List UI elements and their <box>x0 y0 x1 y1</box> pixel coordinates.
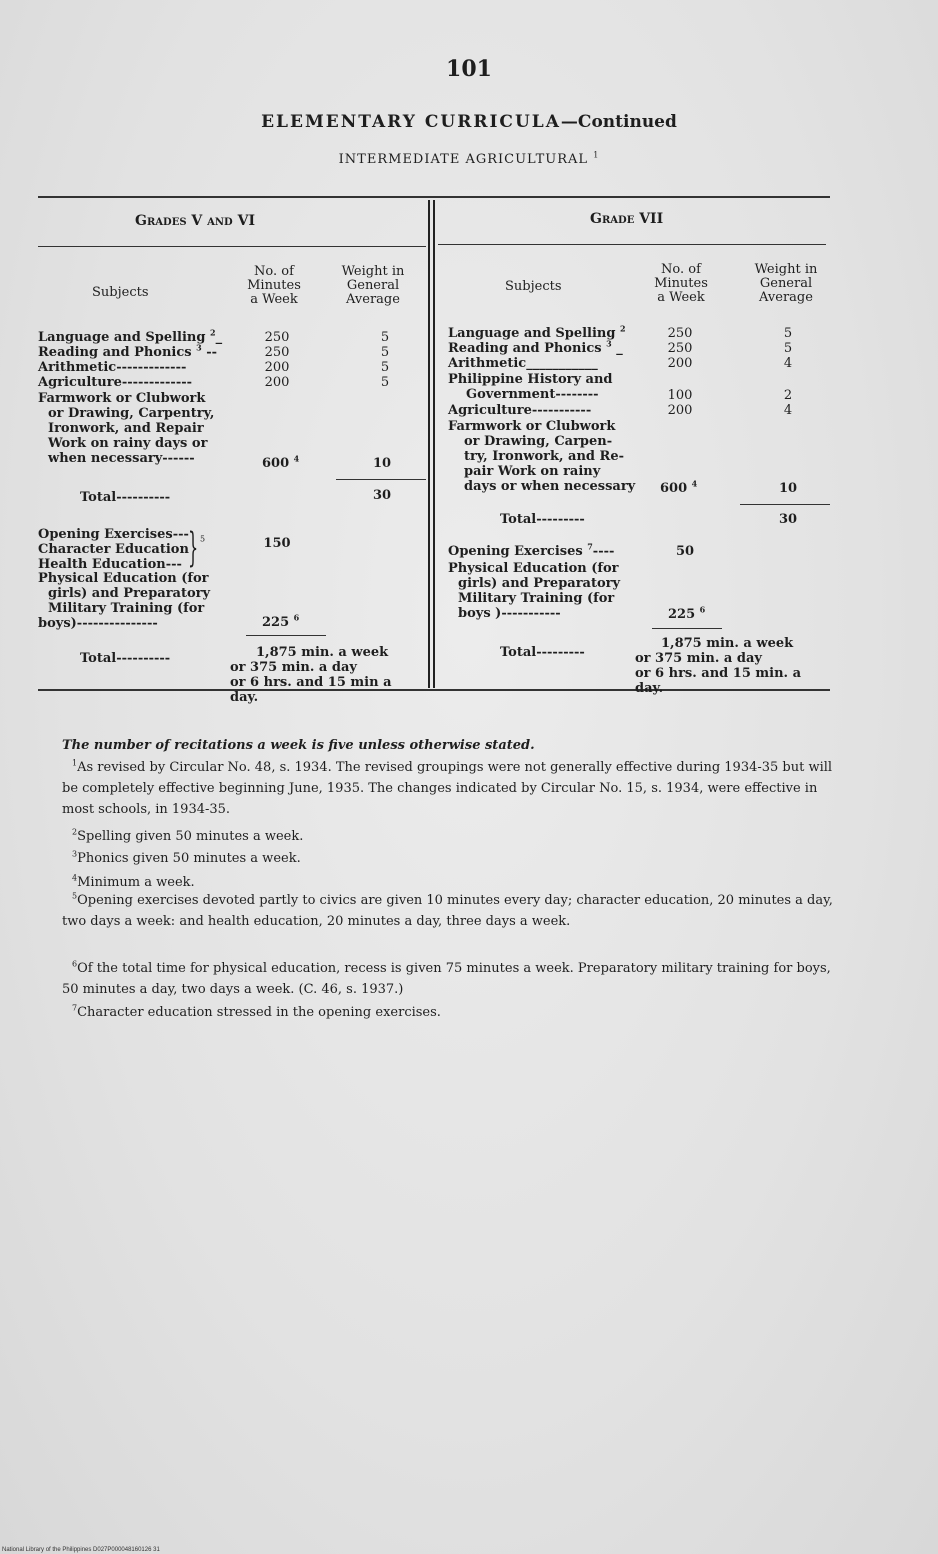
footnote-text: Phonics given 50 minutes a week. <box>77 851 301 866</box>
left-opening-group <box>38 527 189 572</box>
opening-line-3 <box>38 557 189 572</box>
cell-weight: 5 <box>783 326 793 341</box>
left-col-weight-line-1: Weight in <box>341 264 405 279</box>
cell-weight: 4 <box>783 356 793 371</box>
scan-credit: National Library of the Philippines D027P000048160126 31 <box>2 1547 160 1553</box>
title-continued: —Continued <box>560 112 677 132</box>
row-footnote-mark: 3 <box>606 338 612 349</box>
farmwork-line-2: or Drawing, Carpentry, <box>48 406 215 421</box>
left-col-subjects: Subjects <box>92 285 149 300</box>
row-leader: -- <box>206 345 218 360</box>
right-farmwork-minutes <box>660 478 698 496</box>
row-leader: ---------- <box>116 651 171 666</box>
farmwork-minutes-mark: 4 <box>293 453 300 464</box>
right-col-minutes-line-3: a Week <box>657 290 705 305</box>
row-label: Language and Spelling <box>448 326 616 341</box>
total-label: Total <box>500 512 537 527</box>
footnote-mark: 4 <box>72 873 78 883</box>
left-grand-total-value <box>230 645 392 705</box>
footnote-text: Opening exercises devoted partly to civics are given 10 minutes every day; character education, 20 minutes a day, two days a week: and health education, 20 minutes a day, three days a week. <box>62 893 833 929</box>
farmwork-line-3: try, Ironwork, and Re- <box>464 449 624 464</box>
table-divider-right <box>433 200 435 688</box>
pe-line-2: girls) and Preparatory <box>458 576 621 591</box>
cell-minutes: 200 <box>264 360 290 375</box>
left-opening-minutes: 150 <box>263 536 291 551</box>
pe-line-3: Military Training (for <box>458 591 615 606</box>
table-row <box>38 327 223 345</box>
footnote-7 <box>72 1002 847 1023</box>
subtitle-footnote-mark: 1 <box>593 150 600 160</box>
page-title <box>0 112 938 132</box>
footnote-mark: 1 <box>72 758 78 768</box>
left-col-weight-line-3: Average <box>346 292 400 307</box>
farmwork-minutes: 600 <box>262 456 290 471</box>
row-leader: ------------- <box>121 375 193 390</box>
right-pe-row <box>448 561 620 621</box>
pe-line-4-text: boys ) <box>458 606 502 621</box>
history-line-2 <box>448 387 613 402</box>
table-row <box>448 323 626 341</box>
right-col-weight-line-1: Weight in <box>754 262 818 277</box>
cell-minutes: 200 <box>264 375 290 390</box>
grand-total-line-1: 1,875 min. a week <box>661 636 794 651</box>
footnote-mark: 5 <box>72 891 78 901</box>
footnote-text: Minimum a week. <box>77 875 195 890</box>
footnote-mark: 2 <box>72 827 78 837</box>
right-grand-total-value <box>635 636 801 696</box>
opening-brace: } <box>188 525 199 571</box>
title-main: ELEMENTARY CURRICULA <box>261 112 561 132</box>
footnote-6 <box>62 958 837 1000</box>
opening-mark: 7 <box>587 541 593 552</box>
table-top-rule <box>38 196 830 198</box>
row-leader: _ <box>215 330 223 345</box>
grand-total-line-3: or 6 hrs. and 15 min a <box>230 675 392 690</box>
row-leader: ----------- <box>501 606 561 621</box>
pe-minutes-mark: 6 <box>699 604 706 615</box>
row-leader: _ <box>616 341 623 356</box>
footnote-2 <box>72 826 847 847</box>
opening-label-1: Opening Exercises <box>38 527 173 542</box>
row-leader: --------- <box>536 645 585 660</box>
right-col-minutes <box>645 263 717 305</box>
right-history-minutes: 100 <box>667 388 693 403</box>
pe-minutes-mark: 6 <box>293 612 300 623</box>
opening-line-1 <box>38 527 189 542</box>
right-col-minutes-line-2: Minutes <box>654 276 708 291</box>
table-row <box>448 338 623 356</box>
left-header-rule <box>38 246 426 247</box>
left-col-weight <box>330 265 416 307</box>
row-label: Reading and Phonics <box>448 341 602 356</box>
table-row <box>448 356 598 371</box>
pe-line-4 <box>448 606 620 621</box>
pe-line-1: Physical Education (for <box>448 561 619 576</box>
grand-total-line-1: 1,875 min. a week <box>256 645 389 660</box>
farmwork-line-5 <box>38 451 214 466</box>
row-leader: --------- <box>536 512 585 527</box>
pe-line-2: girls) and Preparatory <box>48 586 211 601</box>
subtitle <box>0 152 938 167</box>
farmwork-line-5-text: when necessary <box>48 451 163 466</box>
footnote-text: Of the total time for physical education, recess is given 75 minutes a week. Preparatory military training for boys, 50 minutes a day, two days a week. (C. 46, s. 1937.) <box>62 961 831 997</box>
table-row <box>38 360 186 375</box>
left-total-weight: 30 <box>372 488 392 503</box>
grand-total-line-2: or 375 min. a day <box>230 660 357 675</box>
right-grand-total-row <box>500 645 585 660</box>
cell-minutes: 250 <box>667 326 693 341</box>
cell-weight: 5 <box>380 345 390 360</box>
right-col-weight-line-3: Average <box>759 290 813 305</box>
grand-total-line-4: day. <box>230 690 259 705</box>
row-leader: ------------- <box>116 360 187 375</box>
opening-footnote-mark <box>200 536 205 551</box>
table-row <box>38 375 192 390</box>
opening-label: Opening Exercises <box>448 544 583 559</box>
opening-line-2 <box>38 542 189 557</box>
page-number: 101 <box>446 56 492 82</box>
cell-weight: 5 <box>380 330 390 345</box>
farmwork-line-5: days or when necessary <box>464 479 636 494</box>
right-agriculture-weight: 4 <box>783 403 793 418</box>
left-minutes-sum-rule <box>246 635 326 636</box>
right-farmwork-weight: 10 <box>778 481 798 496</box>
right-col-weight <box>740 263 832 305</box>
footnote-mark: 7 <box>72 1003 78 1013</box>
farmwork-line-4: pair Work on rainy <box>464 464 601 479</box>
farmwork-line-1: Farmwork or Clubwork <box>448 419 616 434</box>
left-col-minutes <box>238 265 310 307</box>
row-leader: ----------- <box>531 403 592 418</box>
row-leader: --- <box>165 557 182 572</box>
left-farmwork-minutes <box>262 453 300 471</box>
farmwork-line-1: Farmwork or Clubwork <box>38 391 206 406</box>
right-total-row <box>500 512 585 527</box>
opening-label-3: Health Education <box>38 557 166 572</box>
total-label: Total <box>80 490 117 505</box>
grand-total-line-2: or 375 min. a day <box>635 651 762 666</box>
table-divider-left <box>428 200 430 688</box>
footnote-mark: 3 <box>72 849 78 859</box>
left-pe-minutes <box>262 612 300 630</box>
cell-weight: 5 <box>380 375 390 390</box>
left-total-row <box>80 490 170 505</box>
cell-minutes: 250 <box>264 345 290 360</box>
cell-minutes: 250 <box>264 330 290 345</box>
row-leader: ___________ <box>526 356 598 371</box>
pe-line-4-text: boys) <box>38 616 77 631</box>
row-label: Arithmetic <box>448 356 527 371</box>
left-col-minutes-line-1: No. of <box>254 264 294 279</box>
grand-total-label: Total <box>80 651 117 666</box>
cell-weight: 5 <box>783 341 793 356</box>
right-col-weight-line-2: General <box>759 276 813 291</box>
pe-line-3: Military Training (for <box>48 601 205 616</box>
grand-total-line-3: or 6 hrs. and 15 min. a <box>635 666 802 681</box>
row-footnote-mark: 3 <box>196 342 202 353</box>
left-pe-row <box>38 571 210 631</box>
opening-mark: 5 <box>200 534 206 544</box>
pe-line-1: Physical Education (for <box>38 571 209 586</box>
row-label: Reading and Phonics <box>38 345 192 360</box>
left-farmwork-row <box>38 391 214 466</box>
farmwork-minutes: 600 <box>660 481 688 496</box>
left-farmwork-weight: 10 <box>372 456 392 471</box>
cell-minutes: 200 <box>667 356 693 371</box>
row-leader: -------- <box>555 387 599 402</box>
row-label: Language and Spelling <box>38 330 206 345</box>
opening-label-2: Character Education <box>38 542 189 557</box>
farmwork-line-2: or Drawing, Carpen- <box>464 434 613 449</box>
right-pe-minutes <box>668 604 706 622</box>
left-col-weight-line-2: General <box>346 278 400 293</box>
pe-line-4 <box>38 616 210 631</box>
right-total-weight: 30 <box>778 512 798 527</box>
farmwork-line-4: Work on rainy days or <box>48 436 208 451</box>
footnote-text: Spelling given 50 minutes a week. <box>77 829 304 844</box>
right-farmwork-row <box>448 419 635 494</box>
cell-weight: 5 <box>380 360 390 375</box>
right-weight-sum-rule <box>740 504 830 505</box>
row-label: Agriculture <box>38 375 122 390</box>
right-agriculture-minutes: 200 <box>667 403 693 418</box>
row-leader: ------ <box>162 451 195 466</box>
right-history-weight: 2 <box>783 388 793 403</box>
row-label: Arithmetic <box>38 360 117 375</box>
footnote-1 <box>62 757 837 820</box>
pe-minutes: 225 <box>668 607 696 622</box>
row-leader: ---- <box>592 544 615 559</box>
recitations-note: The number of recitations a week is five unless otherwise stated. <box>62 738 535 753</box>
row-leader: --- <box>172 527 189 542</box>
left-weight-sum-rule <box>336 479 426 480</box>
right-agriculture-row <box>448 403 591 418</box>
pe-minutes: 225 <box>262 615 290 630</box>
history-line-2-text: Government <box>466 387 556 402</box>
farmwork-line-3: Ironwork, and Repair <box>48 421 204 436</box>
left-col-minutes-line-3: a Week <box>250 292 298 307</box>
farmwork-minutes-mark: 4 <box>691 478 698 489</box>
cell-minutes: 250 <box>667 341 693 356</box>
subtitle-text: INTERMEDIATE AGRICULTURAL <box>338 152 589 167</box>
left-col-minutes-line-2: Minutes <box>247 278 301 293</box>
row-footnote-mark: 2 <box>210 327 216 338</box>
history-line-1: Philippine History and <box>448 372 613 387</box>
right-opening-minutes: 50 <box>675 544 695 559</box>
left-grand-total-row <box>80 651 170 666</box>
row-label: Agriculture <box>448 403 532 418</box>
right-minutes-sum-rule <box>652 628 722 629</box>
row-leader: ---------- <box>116 490 171 505</box>
grand-total-label: Total <box>500 645 537 660</box>
grand-total-line-4: day. <box>635 681 664 696</box>
left-grade-heading: Grades V and VI <box>135 213 256 229</box>
right-header-rule <box>438 244 826 245</box>
table-row <box>38 342 218 360</box>
right-grade-heading: Grade VII <box>590 211 664 227</box>
right-opening-row <box>448 541 615 559</box>
row-footnote-mark: 2 <box>620 323 626 334</box>
footnote-text: Character education stressed in the opening exercises. <box>77 1005 441 1020</box>
footnote-mark: 6 <box>72 959 78 969</box>
footnote-note <box>62 735 837 756</box>
right-col-minutes-line-1: No. of <box>661 262 701 277</box>
row-leader: --------------- <box>76 616 158 631</box>
footnote-3 <box>72 848 847 869</box>
footnote-text: As revised by Circular No. 48, s. 1934. The revised groupings were not generally effective during 1934-35 but will be completely effective beginning June, 1935. The changes indicated by Circular No. 15, s. 1934, were effective in most schools, in 1934-35. <box>62 760 833 817</box>
right-history-row <box>448 372 613 402</box>
footnote-5 <box>62 890 837 932</box>
right-col-subjects: Subjects <box>505 279 562 294</box>
